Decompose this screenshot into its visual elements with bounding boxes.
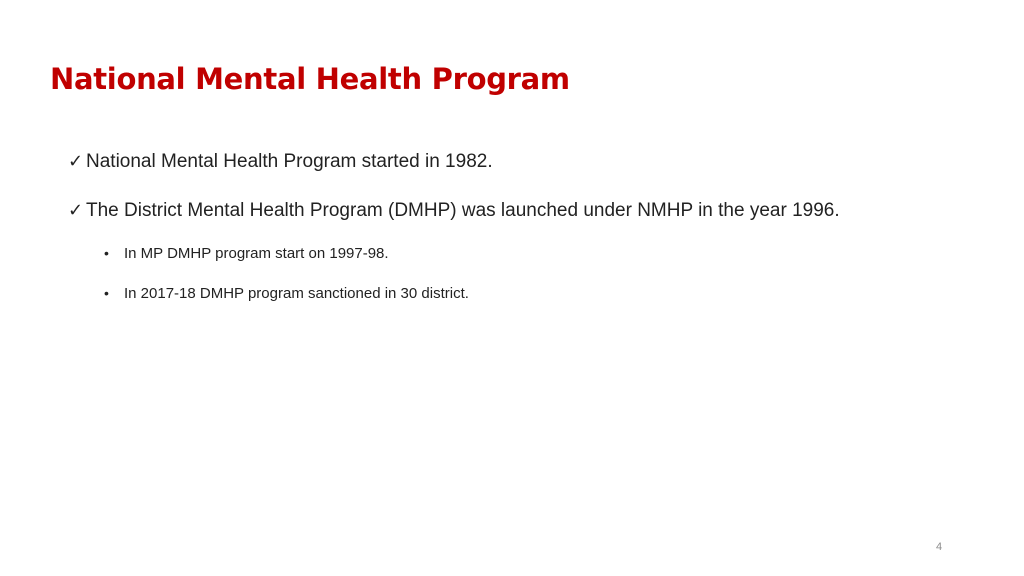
bullet-dot-icon: •	[104, 245, 109, 261]
sub-bullet-item	[104, 285, 469, 302]
checkmark-icon: ✓	[68, 200, 84, 220]
bullet-item	[68, 200, 840, 222]
sub-bullet-item	[104, 245, 389, 262]
bullet-item	[68, 151, 493, 173]
page-number: 4	[936, 541, 943, 553]
bullet-text: National Mental Health Program started in 1982.	[86, 151, 493, 172]
checkmark-icon: ✓	[68, 151, 84, 171]
sub-bullet-text: In MP DMHP program start on 1997-98.	[124, 245, 389, 262]
slide-title: National Mental Health Program	[50, 62, 570, 96]
bullet-text: The District Mental Health Program (DMHP) was launched under NMHP in the year 1996.	[86, 200, 840, 221]
sub-bullet-text: In 2017-18 DMHP program sanctioned in 30 district.	[124, 285, 469, 302]
bullet-dot-icon: •	[104, 285, 109, 301]
